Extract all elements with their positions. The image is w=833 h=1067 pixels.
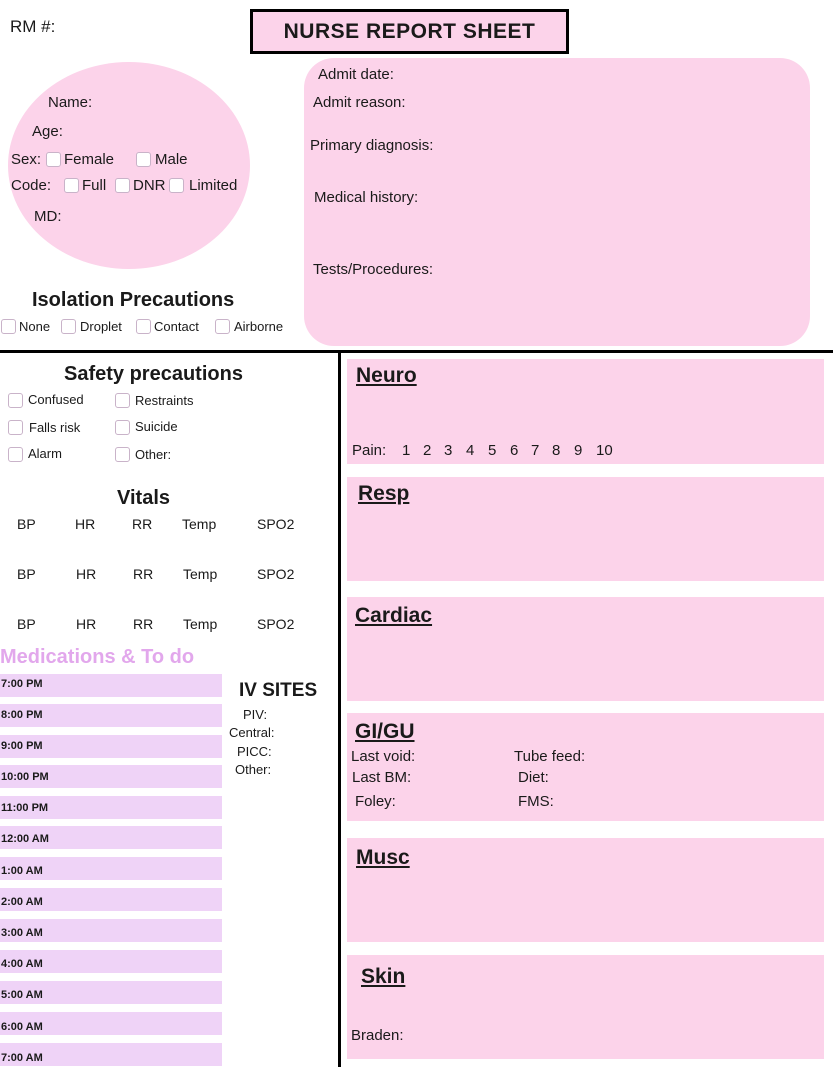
pain-scale-1[interactable]: 1 <box>402 442 411 459</box>
code-limited-checkbox[interactable] <box>169 178 184 193</box>
safety-other-checkbox[interactable] <box>115 447 130 462</box>
sex-male-label: Male <box>155 151 188 168</box>
vitals-hr: HR <box>76 616 97 632</box>
pain-scale-4[interactable]: 4 <box>466 442 475 459</box>
vitals-temp: Temp <box>182 516 217 532</box>
isolation-droplet-checkbox[interactable] <box>61 319 76 334</box>
safety-falls-risk-checkbox[interactable] <box>8 420 23 435</box>
med-time-label: 3:00 AM <box>1 927 43 939</box>
vitals-rr: RR <box>132 516 153 532</box>
iv-picc-label: PICC: <box>237 744 272 759</box>
sex-male-checkbox[interactable] <box>136 152 151 167</box>
safety-alarm-label: Alarm <box>28 446 62 461</box>
pain-scale-9[interactable]: 9 <box>574 442 583 459</box>
safety-other-label: Other: <box>135 447 172 462</box>
resp-title: Resp <box>358 482 410 505</box>
page-title-box <box>250 9 569 54</box>
admit-date-label: Admit date: <box>318 66 394 83</box>
isolation-contact-checkbox[interactable] <box>136 319 151 334</box>
isolation-precautions-title: Isolation Precautions <box>32 289 235 311</box>
pain-scale-10[interactable]: 10 <box>596 442 613 459</box>
tube-feed-label: Tube feed: <box>514 748 586 765</box>
safety-suicide-label: Suicide <box>135 419 178 434</box>
med-time-label: 7:00 PM <box>1 678 43 690</box>
med-time-label: 5:00 AM <box>1 989 43 1001</box>
safety-precautions-title: Safety precautions <box>64 363 243 385</box>
diet-label: Diet: <box>518 769 549 786</box>
skin-title: Skin <box>361 965 406 988</box>
iv-central-label: Central: <box>229 725 275 740</box>
vertical-divider <box>338 353 341 1067</box>
vitals-spo2: SPO2 <box>257 616 295 632</box>
med-time-label: 4:00 AM <box>1 958 43 970</box>
code-dnr-checkbox[interactable] <box>115 178 130 193</box>
iv-sites-title: IV SITES <box>239 680 318 701</box>
sex-female-checkbox[interactable] <box>46 152 61 167</box>
vitals-temp: Temp <box>183 566 218 582</box>
code-full-checkbox[interactable] <box>64 178 79 193</box>
med-time-label: 12:00 AM <box>1 833 49 845</box>
pain-scale-2[interactable]: 2 <box>423 442 432 459</box>
med-time-label: 9:00 PM <box>1 740 43 752</box>
musc-panel <box>347 838 824 942</box>
cardiac-title: Cardiac <box>355 604 433 627</box>
med-time-label: 2:00 AM <box>1 896 43 908</box>
code-full-label: Full <box>82 177 107 194</box>
pain-scale-8[interactable]: 8 <box>552 442 561 459</box>
vitals-spo2: SPO2 <box>257 516 295 532</box>
safety-confused-checkbox[interactable] <box>8 393 23 408</box>
pain-scale-5[interactable]: 5 <box>488 442 497 459</box>
admit-reason-label: Admit reason: <box>313 94 406 111</box>
braden-label: Braden: <box>351 1027 404 1044</box>
safety-suicide-checkbox[interactable] <box>115 420 130 435</box>
vitals-temp: Temp <box>183 616 218 632</box>
medications-title: Medications & To do <box>0 646 195 668</box>
code-limited-label: Limited <box>189 177 238 194</box>
name-label: Name: <box>48 94 93 111</box>
isolation-none-checkbox[interactable] <box>1 319 16 334</box>
gigu-panel <box>347 713 824 821</box>
isolation-contact-label: Contact <box>154 319 199 334</box>
neuro-title: Neuro <box>356 364 417 387</box>
isolation-airborne-checkbox[interactable] <box>215 319 230 334</box>
vitals-spo2: SPO2 <box>257 566 295 582</box>
pain-label: Pain: <box>352 442 387 459</box>
resp-panel <box>347 477 824 581</box>
page-title: NURSE REPORT SHEET <box>283 19 536 43</box>
iv-piv-label: PIV: <box>243 707 268 722</box>
isolation-none-label: None <box>19 319 51 334</box>
vitals-hr: HR <box>75 516 96 532</box>
sex-female-label: Female <box>64 151 115 168</box>
med-time-label: 11:00 PM <box>1 802 49 814</box>
safety-restraints-checkbox[interactable] <box>115 393 130 408</box>
safety-confused-label: Confused <box>28 392 84 407</box>
patient-info-oval <box>8 62 250 269</box>
med-time-label: 10:00 PM <box>1 771 49 783</box>
safety-alarm-checkbox[interactable] <box>8 447 23 462</box>
musc-title: Musc <box>356 846 410 869</box>
code-dnr-label: DNR <box>133 177 166 194</box>
vitals-bp: BP <box>17 516 36 532</box>
pain-scale-7[interactable]: 7 <box>531 442 540 459</box>
medical-history-label: Medical history: <box>314 189 419 206</box>
code-label: Code: <box>11 177 52 194</box>
gigu-title: GI/GU <box>355 720 415 743</box>
safety-restraints-label: Restraints <box>135 393 194 408</box>
neuro-panel <box>347 359 824 464</box>
skin-panel <box>347 955 824 1059</box>
room-number-label: RM #: <box>10 17 56 36</box>
vitals-bp: BP <box>17 616 36 632</box>
vitals-hr: HR <box>76 566 97 582</box>
vitals-bp: BP <box>17 566 36 582</box>
med-time-label: 7:00 AM <box>1 1052 43 1064</box>
last-bm-label: Last BM: <box>352 769 412 786</box>
md-label: MD: <box>34 208 62 225</box>
pain-scale-3[interactable]: 3 <box>444 442 453 459</box>
sex-label: Sex: <box>11 151 42 168</box>
age-label: Age: <box>32 123 63 140</box>
pain-scale-6[interactable]: 6 <box>510 442 519 459</box>
fms-label: FMS: <box>518 793 554 810</box>
isolation-droplet-label: Droplet <box>80 319 122 334</box>
med-time-label: 8:00 PM <box>1 709 43 721</box>
isolation-airborne-label: Airborne <box>234 319 284 334</box>
primary-diagnosis-label: Primary diagnosis: <box>310 137 434 154</box>
med-time-label: 6:00 AM <box>1 1021 43 1033</box>
tests-procedures-label: Tests/Procedures: <box>313 261 434 278</box>
vitals-title: Vitals <box>117 487 170 509</box>
vitals-rr: RR <box>133 616 154 632</box>
vitals-rr: RR <box>133 566 154 582</box>
horizontal-divider <box>0 350 833 353</box>
last-void-label: Last void: <box>351 748 416 765</box>
safety-falls-risk-label: Falls risk <box>29 420 81 435</box>
iv-other-label: Other: <box>235 762 272 777</box>
foley-label: Foley: <box>355 793 396 810</box>
med-time-label: 1:00 AM <box>1 865 43 877</box>
